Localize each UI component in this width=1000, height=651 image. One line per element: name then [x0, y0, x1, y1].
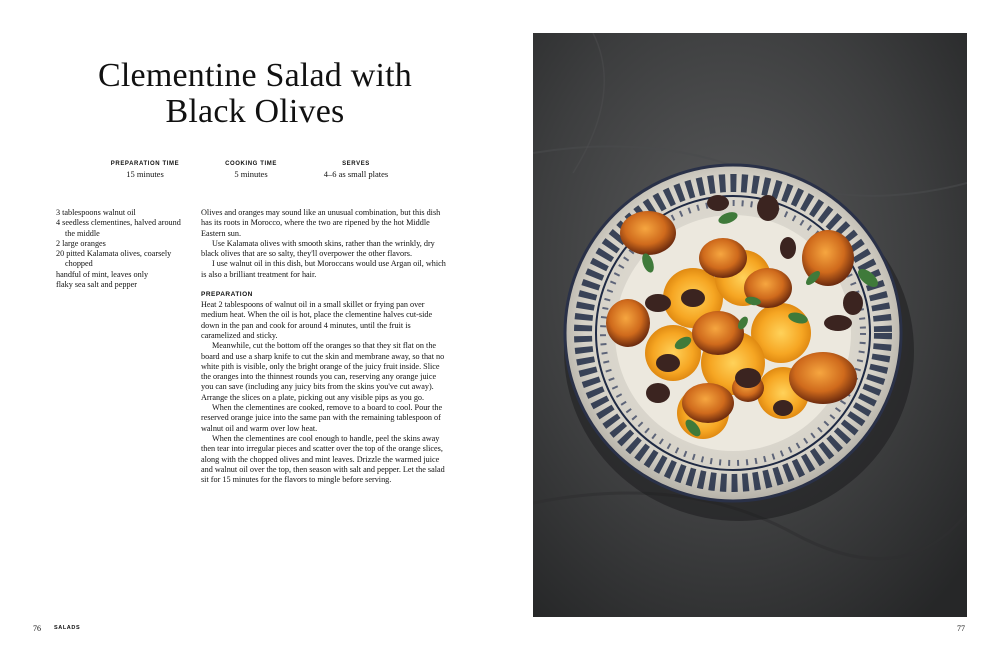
method-paragraph: When the clementines are cooked, remove to a board to cool. Pour the reserved orange juice into the same pan with the remaining tablespoon of walnut oil and warm over low heat.	[201, 403, 443, 433]
intro-paragraph: Olives and oranges may sound like an unusual combination, but this dish has its roots in Morocco, where the two are ripened by the hot Middle Eastern sun.	[201, 208, 441, 238]
serves	[301, 160, 411, 180]
ingredient-item: 4 seedless clementines, halved around the middle	[56, 218, 181, 238]
title-line-1: Clementine Salad with	[98, 57, 412, 94]
salad-photo	[533, 33, 967, 617]
title-line-2: Black Olives	[165, 93, 345, 130]
cook-time-value: 5 minutes	[234, 169, 268, 179]
recipe-title	[60, 58, 450, 130]
ingredient-item: 20 pitted Kalamata olives, coarsely chopped	[56, 249, 172, 269]
serves-value: 4–6 as small plates	[323, 169, 389, 179]
cook-time-label: COOKING TIME	[225, 161, 277, 167]
serves-label: SERVES	[342, 161, 370, 167]
prep-time	[90, 160, 200, 180]
salad-photo-illustration	[533, 33, 967, 617]
cook-time	[196, 160, 306, 180]
ingredient-item: handful of mint, leaves only	[56, 269, 149, 279]
method-paragraph: Meanwhile, cut the bottom off the oranges so that they sit flat on the board and use a sharp knife to cut the skin and membrane away, so that no white pith is visible, only the bright orange of the juicy fruit inside. Slice the oranges into the thinnest rounds you can, reserving any orange juice you can save (including any juicy bits from the skins you've cut away). Arrange the slices on a plate, picking out any visible pips as you go.	[201, 341, 445, 402]
ingredient-item: flaky sea salt and pepper	[56, 280, 137, 290]
ingredient-item: 2 large oranges	[56, 238, 106, 248]
ingredient-list	[56, 208, 191, 290]
method-heading: PREPARATION	[201, 291, 253, 299]
left-page-number: 76	[33, 624, 41, 633]
method-paragraph: Heat 2 tablespoons of walnut oil in a small skillet or frying pan over medium heat. When the oil is hot, place the clementine halves cut-side down in the pan and cook for around 4 minutes, until the fruit is caramelized and sticky.	[201, 300, 433, 340]
ingredient-item: 3 tablespoons walnut oil	[56, 208, 136, 217]
right-page-number: 77	[957, 624, 965, 633]
prep-time-value: 15 minutes	[126, 169, 164, 179]
recipe-body	[201, 208, 448, 485]
prep-time-label: PREPARATION TIME	[110, 161, 180, 167]
intro-paragraph: I use walnut oil in this dish, but Moroccans would use Argan oil, which is also a brilliant treatment for hair.	[201, 259, 446, 279]
method-paragraph: When the clementines are cool enough to handle, peel the skins away then tear into irregular pieces and scatter over the top of the orange slices, along with the chopped olives and mint leaves. Drizzle the warmed juice and walnut oil over the top, then season with salt and pepper. Let the salad sit for 15 minutes for the flavors to mingle before serving.	[201, 433, 445, 485]
running-head: SALADS	[54, 625, 81, 631]
intro-paragraph: Use Kalamata olives with smooth skins, rather than the wrinkly, dry black olives that are so salty, they'll overpower the other flavors.	[201, 238, 435, 259]
